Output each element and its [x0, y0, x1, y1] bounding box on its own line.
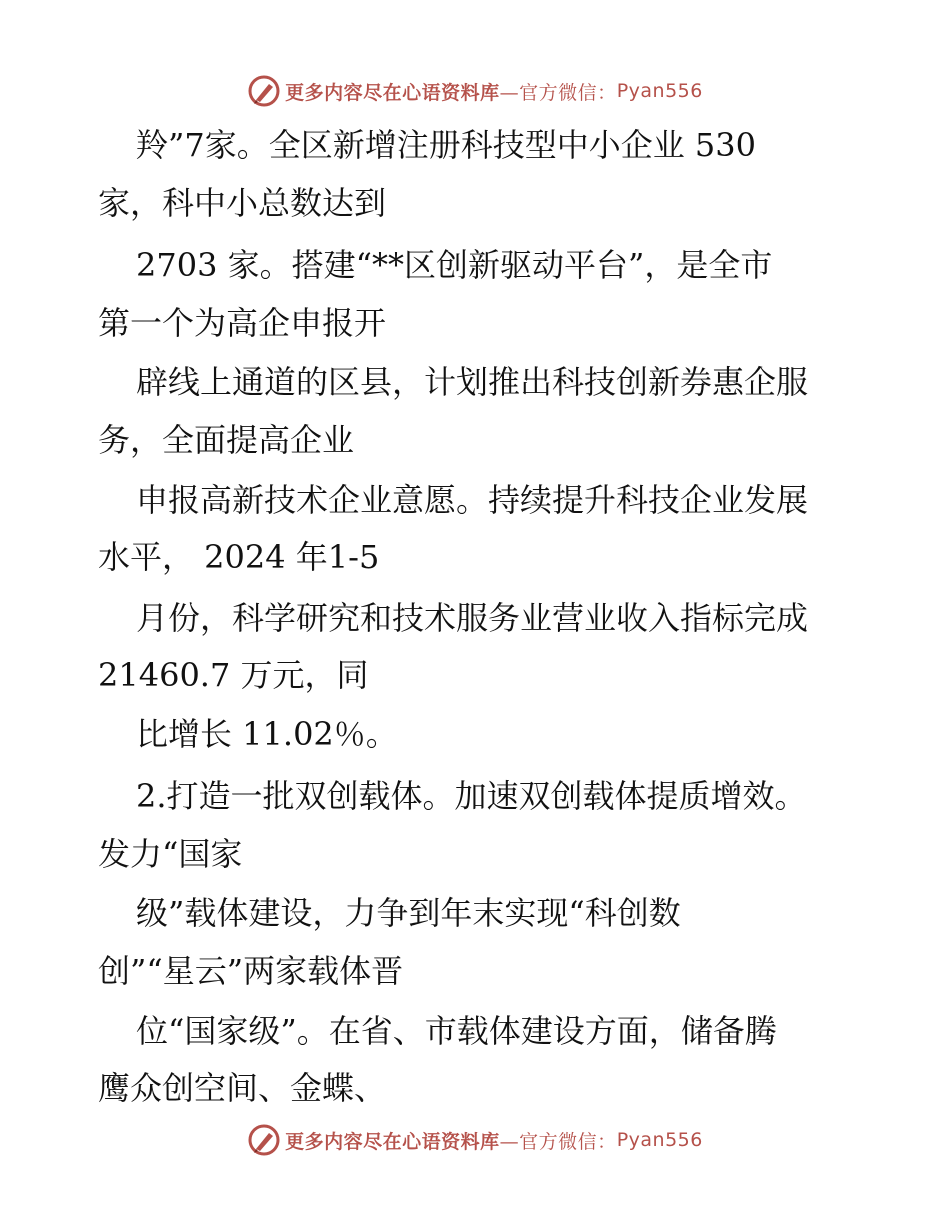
text-line: 羚”7家。全区新增注册科技型中小企业 530 [136, 126, 756, 164]
watermark-wechat-id: Pyan556 [616, 80, 703, 102]
text-line: 鹰众创空间、金蝶、 [98, 1069, 387, 1107]
text-line: 发力“国家 [98, 835, 243, 873]
text-line: 第一个为高企申报开 [98, 304, 387, 342]
text-line: 创”“星云”两家载体晋 [98, 952, 404, 990]
text-line: 水平， 2024 年1-5 [98, 538, 380, 576]
text-line: 2703 家。搭建“**区创新驱动平台”，是全市 [136, 246, 773, 284]
text-line: 级”载体建设，力争到年末实现“科创数 [136, 894, 681, 932]
text-line: 务，全面提高企业 [98, 421, 355, 459]
text-line: 家，科中小总数达到 [98, 184, 387, 222]
text-line: 2.打造一批双创载体。加速双创载体提质增效。 [136, 777, 807, 815]
watermark-brand: 更多内容尽在心语资料库 [285, 81, 500, 104]
text-line: 月份，科学研究和技术服务业营业收入指标完成 [136, 599, 809, 637]
watermark-contact: —官方微信： [499, 1130, 617, 1153]
text-line: 21460.7 万元，同 [98, 656, 369, 694]
watermark-brand: 更多内容尽在心语资料库 [285, 1130, 500, 1153]
pen-logo-icon [247, 1123, 281, 1157]
watermark-footer [0, 1120, 950, 1160]
text-line: 申报高新技术企业意愿。持续提升科技企业发展 [136, 481, 809, 519]
text-line: 位“国家级”。在省、市载体建设方面，储备腾 [136, 1012, 777, 1050]
text-line: 辟线上通道的区县，计划推出科技创新券惠企服 [136, 363, 809, 401]
watermark-header [0, 71, 950, 111]
watermark-wechat-id: Pyan556 [616, 1129, 703, 1151]
pen-logo-icon [247, 74, 281, 108]
text-line: 比增长 11.02％。 [136, 715, 398, 753]
watermark-contact: —官方微信： [499, 81, 617, 104]
